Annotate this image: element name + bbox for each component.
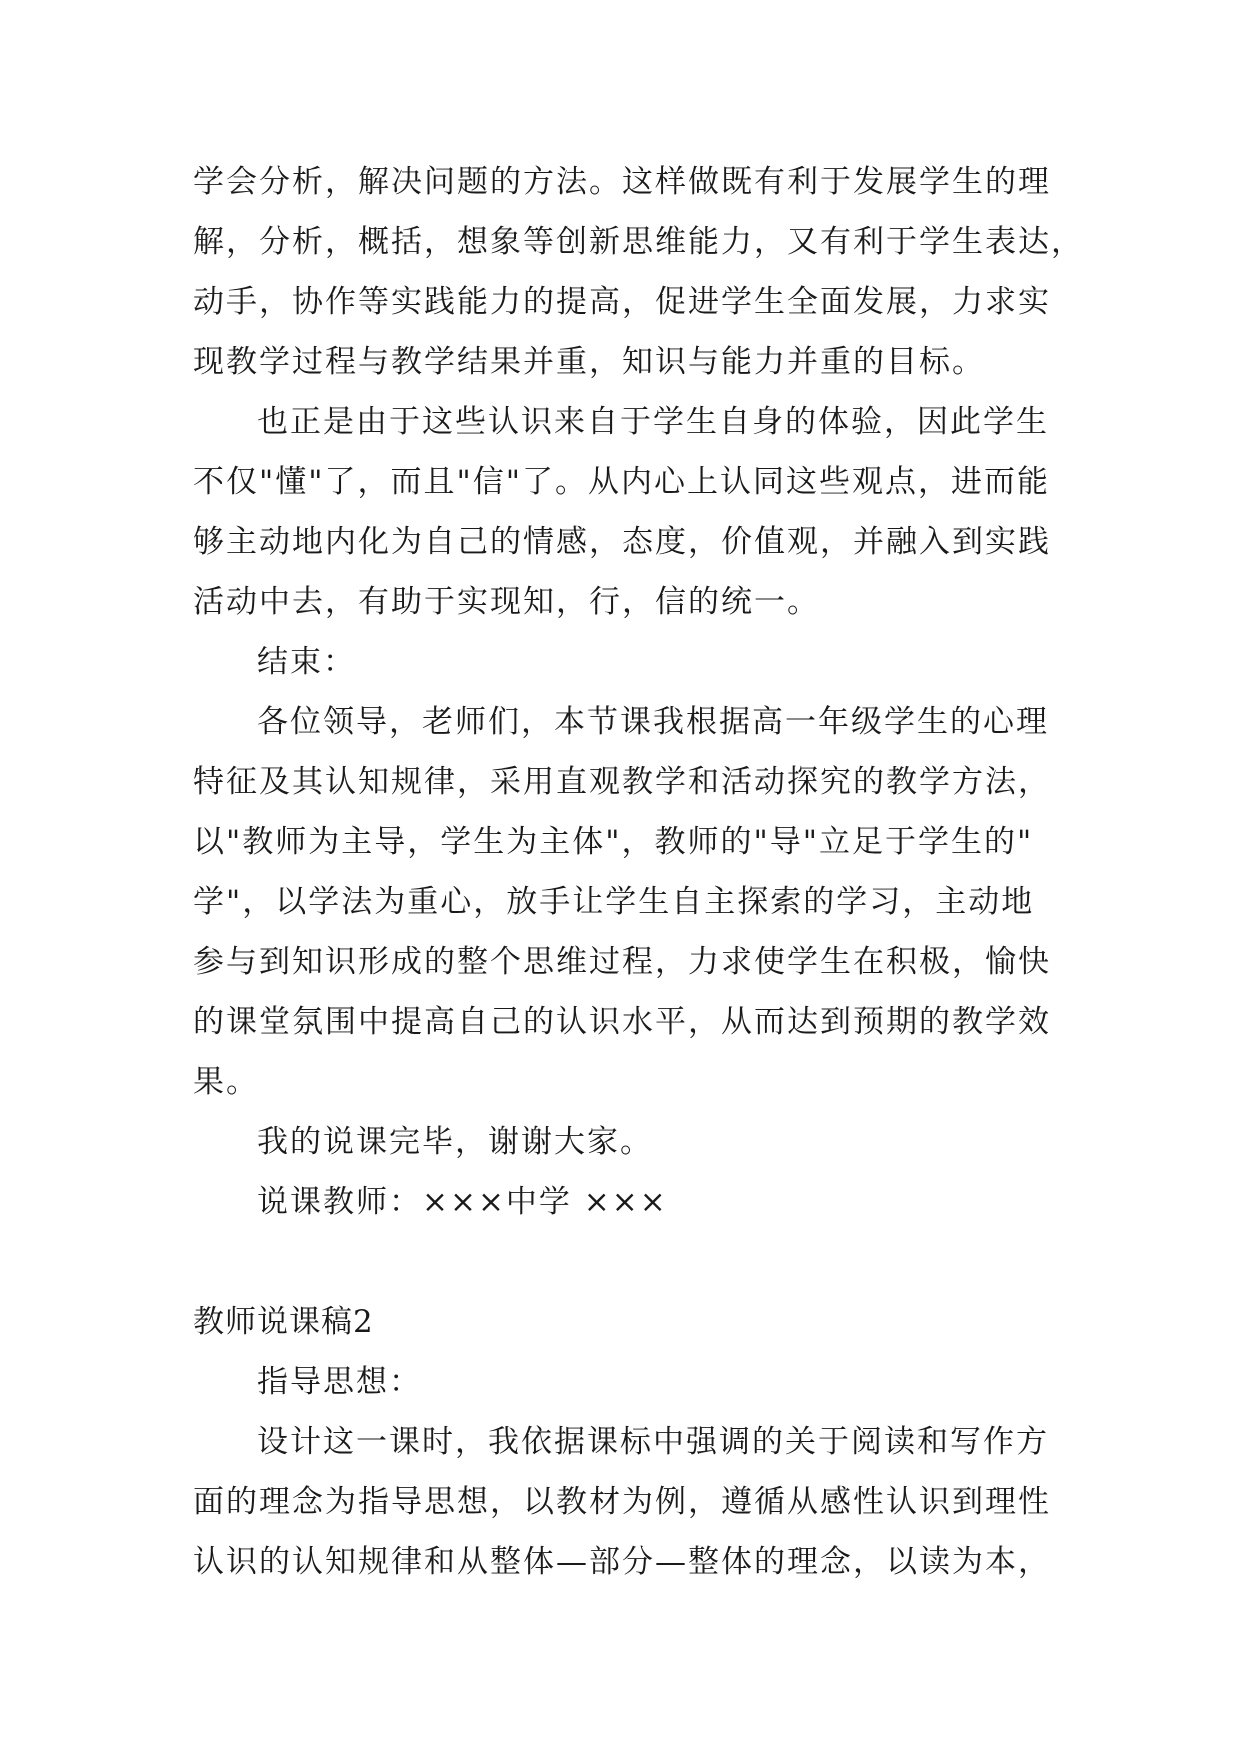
text-line: 果。 xyxy=(193,1064,259,1100)
text-line: 参与到知识形成的整个思维过程，力求使学生在积极，愉快 xyxy=(193,944,1051,980)
text-line: 面的理念为指导思想，以教材为例，遵循从感性认识到理性 xyxy=(193,1484,1051,1520)
text-line: 设计这一课时，我依据课标中强调的关于阅读和写作方 xyxy=(257,1424,1049,1460)
closing-line: 我的说课完毕，谢谢大家。 xyxy=(257,1124,653,1160)
text-line: 以"教师为主导，学生为主体"，教师的"导"立足于学生的" xyxy=(193,824,1034,860)
paragraph xyxy=(193,152,1084,392)
blank-line xyxy=(193,1232,1053,1292)
guiding-heading: 指导思想： xyxy=(257,1364,422,1400)
paragraph xyxy=(193,1412,1053,1592)
conclusion-heading: 结束： xyxy=(257,644,356,680)
text-line: 够主动地内化为自己的情感，态度，价值观，并融入到实践 xyxy=(193,524,1051,560)
text-line: 也正是由于这些认识来自于学生自身的体验，因此学生 xyxy=(257,404,1049,440)
text-line: 各位领导，老师们，本节课我根据高一年级学生的心理 xyxy=(257,704,1049,740)
paragraph xyxy=(193,692,1053,1112)
section-title: 教师说课稿2 xyxy=(193,1304,374,1340)
text-line: 的课堂氛围中提高自己的认识水平，从而达到预期的教学效 xyxy=(193,1004,1051,1040)
signature-line: 说课教师：×××中学 ××× xyxy=(257,1184,668,1220)
text-line: 学会分析，解决问题的方法。这样做既有利于发展学生的理 xyxy=(193,164,1051,200)
text-line: 现教学过程与教学结果并重，知识与能力并重的目标。 xyxy=(193,344,985,380)
text-line: 活动中去，有助于实现知，行，信的统一。 xyxy=(193,584,820,620)
text-line: 解，分析，概括，想象等创新思维能力，又有利于学生表达， xyxy=(193,224,1084,260)
text-line: 学"，以学法为重心，放手让学生自主探索的学习，主动地 xyxy=(193,884,1035,920)
text-line: 特征及其认知规律，采用直观教学和活动探究的教学方法， xyxy=(193,764,1051,800)
document-body xyxy=(193,152,1084,1592)
text-line: 不仅"懂"了，而且"信"了。从内心上认同这些观点，进而能 xyxy=(193,464,1051,500)
text-line: 动手，协作等实践能力的提高，促进学生全面发展，力求实 xyxy=(193,284,1051,320)
paragraph xyxy=(193,392,1053,632)
text-line: 认识的认知规律和从整体—部分—整体的理念，以读为本， xyxy=(193,1544,1051,1580)
